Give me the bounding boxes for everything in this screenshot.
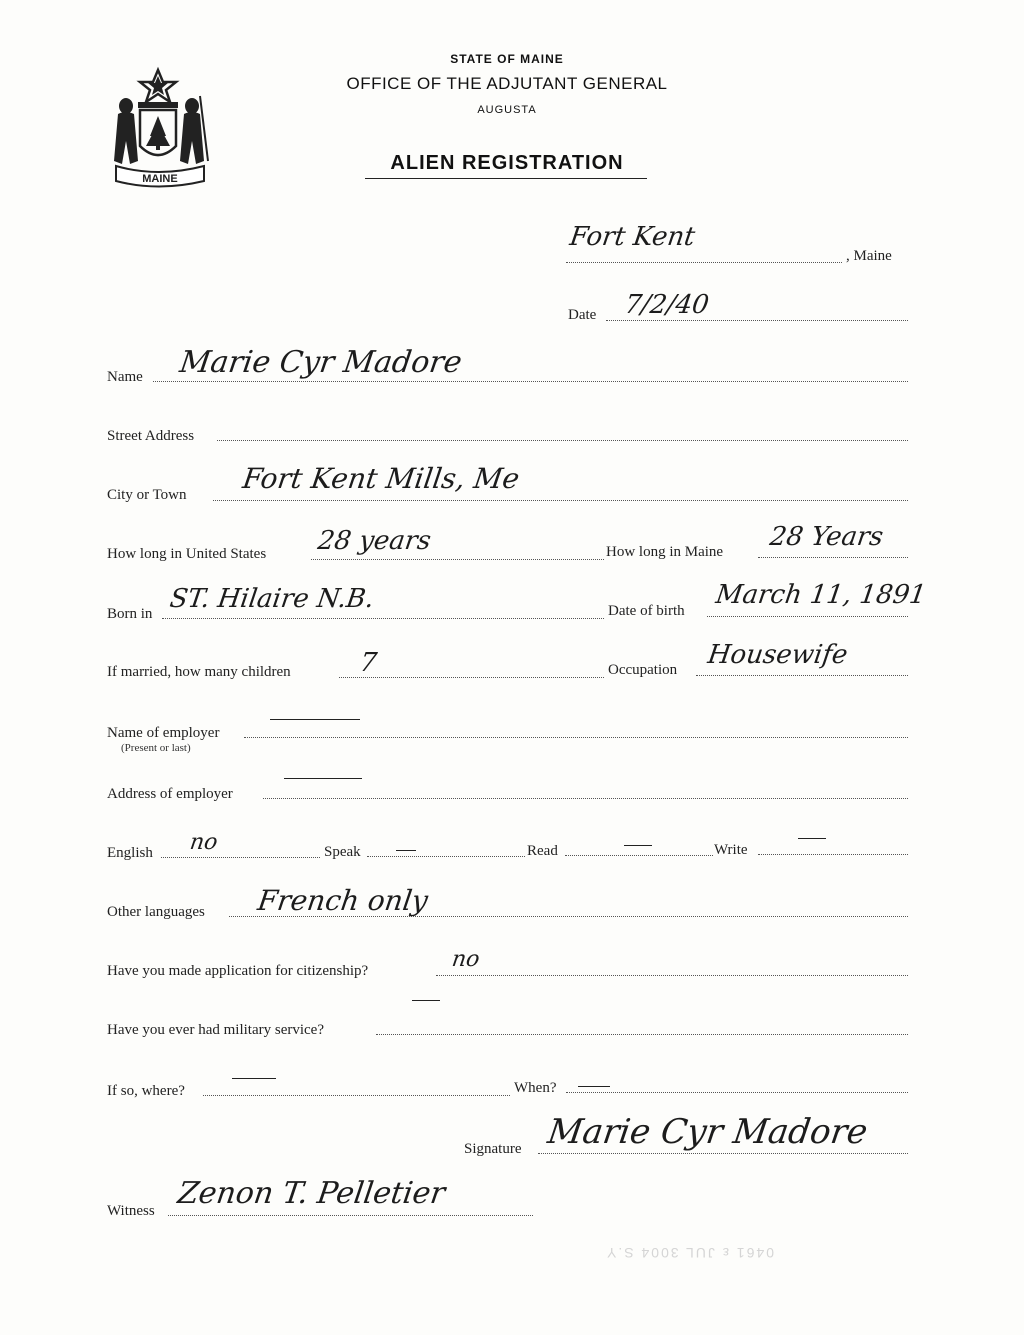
dob-label: Date of birth [608,603,685,619]
employer-sublabel: (Present or last) [121,742,191,754]
citizenship-value: no [450,947,482,972]
children-line [339,677,604,678]
english-value: no [188,830,220,855]
name-label: Name [107,369,143,385]
born-in-line [162,618,604,619]
us-duration-label: How long in United States [107,546,267,562]
military-line [376,1034,908,1035]
signature-label: Signature [464,1141,522,1157]
military-value [412,1000,440,1001]
speak-line [367,856,525,857]
employer-address-value [284,778,362,779]
date-line [606,320,908,321]
employer-label: Name of employer [107,725,220,741]
when-value [578,1086,610,1087]
title-underline [365,178,647,179]
place-town-value: Fort Kent [567,222,697,252]
write-value [798,838,826,839]
occupation-label: Occupation [608,662,678,678]
read-line [565,855,713,856]
place-line [566,262,842,263]
born-in-value: ST. Hilaire N.B. [167,584,376,614]
employer-address-line [263,798,908,799]
speak-label: Speak [324,844,361,860]
other-languages-label: Other languages [107,904,205,920]
dob-line [707,616,908,617]
other-languages-value: French only [255,884,431,917]
date-label: Date [568,307,597,323]
dob-value: March 11, 1891 [713,580,929,610]
employer-address-label: Address of employer [107,786,233,802]
where-line [203,1095,510,1096]
header-office: OFFICE OF THE ADJUTANT GENERAL [346,74,668,93]
name-line [153,381,908,382]
occupation-value: Housewife [705,640,850,670]
place-state-label: , Maine [846,248,892,264]
header-state: STATE OF MAINE [450,52,564,66]
children-label: If married, how many children [107,664,291,680]
witness-value: Zenon T. Pelletier [175,1176,448,1211]
maine-duration-label: How long in Maine [606,544,724,560]
citizenship-label: Have you made application for citizenship? [107,963,369,979]
name-value: Marie Cyr Madore [177,345,465,380]
signature-line [538,1153,908,1154]
header-city: AUGUSTA [477,104,537,116]
signature-value: Marie Cyr Madore [545,1112,870,1152]
read-label: Read [527,843,558,859]
us-duration-value: 28 years [315,526,433,556]
write-line [758,854,908,855]
children-value: 7 [357,648,379,678]
us-duration-line [311,559,604,560]
occupation-line [696,675,908,676]
date-value: 7/2/40 [622,290,711,320]
received-stamp: 0461 ε JUL 3004 S.Y [605,1245,775,1261]
speak-value [396,850,416,851]
seal-banner-text: MAINE [142,173,178,185]
read-value [624,845,652,846]
english-line [161,857,320,858]
citizenship-line [436,975,908,976]
born-in-label: Born in [107,606,153,622]
form-title: ALIEN REGISTRATION [390,152,624,174]
english-label: English [107,845,153,861]
write-label: Write [714,842,748,858]
maine-duration-value: 28 Years [767,522,886,552]
street-label: Street Address [107,428,195,444]
where-label: If so, where? [107,1083,185,1099]
witness-label: Witness [107,1203,155,1219]
when-line [566,1092,908,1093]
military-label: Have you ever had military service? [107,1022,324,1038]
employer-line [244,737,908,738]
where-value [232,1078,276,1079]
when-label: When? [514,1080,557,1096]
maine-duration-line [758,557,908,558]
street-line [217,440,908,441]
city-line [213,500,908,501]
witness-line [168,1215,533,1216]
city-label: City or Town [107,487,187,503]
city-value: Fort Kent Mills, Me [240,462,522,495]
employer-value [270,719,360,720]
